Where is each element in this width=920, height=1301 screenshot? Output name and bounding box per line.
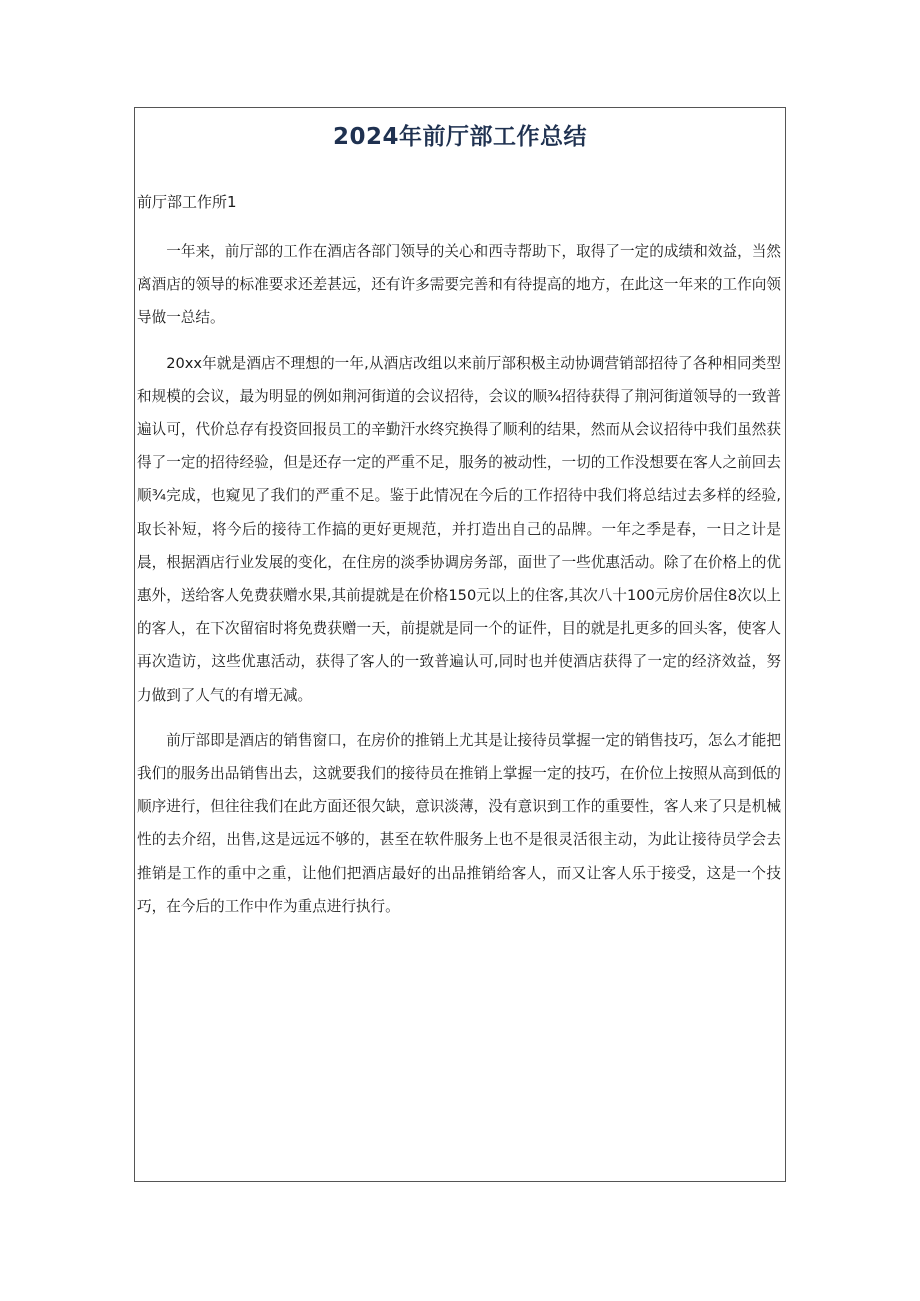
section-heading: 前厅部工作所1 [137, 193, 237, 211]
document-page [134, 107, 786, 1182]
document-body [137, 235, 781, 935]
paragraph-1: 一年来，前厅部的工作在酒店各部门领导的关心和西寺帮助下，取得了一定的成绩和效益，当然离酒店的领导的标准要求还差甚远，还有许多需要完善和有待提高的地方，在此这一年来的工作向领导做一总结。 [137, 243, 781, 327]
paragraph-2: 20xx年就是酒店不理想的一年,从酒店改组以来前厅部积极主动协调营销部招待了各种相同类型和规模的会议，最为明显的例如荆河街道的会议招待，会议的顺¾招待获得了荆河街道领导的一致普遍认可，代价总存有投资回报员工的辛勤汗水终究换得了顺利的结果，然而从会议招待中我们虽然获得了一定的招待经验，但是还存一定的严重不足，服务的被动性，一切的工作没想要在客人之前回去顺¾完成，也窥见了我们的严重不足。鉴于此情况在今后的工作招待中我们将总结过去多样的经验,取长补短，将今后的接待工作搞的更好更规范，并打造出自己的品牌。一年之季是春，一日之计是晨，根据酒店行业发展的变化，在住房的淡季协调房务部，面世了一些优惠活动。除了在价格上的优惠外，送给客人免费获赠水果,其前提就是在价格150元以上的住客,其次八十100元房价居住8次以上的客人，在下次留宿时将免费获赠一天，前提就是同一个的证件，目的就是扎更多的回头客，使客人再次造访，这些优惠活动，获得了客人的一致普遍认可,同时也并使酒店获得了一定的经济效益，努力做到了人气的有增无减。 [137, 354, 781, 704]
paragraph-3: 前厅部即是酒店的销售窗口，在房价的推销上尤其是让接待员掌握一定的销售技巧，怎么才能把我们的服务出品销售出去，这就要我们的接待员在推销上掌握一定的技巧，在价位上按照从高到低的顺序进行，但往往我们在此方面还很欠缺，意识淡薄，没有意识到工作的重要性，客人来了只是机械性的去介绍，出售,这是远远不够的，甚至在软件服务上也不是很灵活很主动，为此让接待员学会去推销是工作的重中之重，让他们把酒店最好的出品推销给客人，而又让客人乐于接受，这是一个技巧，在今后的工作中作为重点进行执行。 [137, 731, 781, 915]
document-title: 2024年前厅部工作总结 [332, 124, 587, 150]
